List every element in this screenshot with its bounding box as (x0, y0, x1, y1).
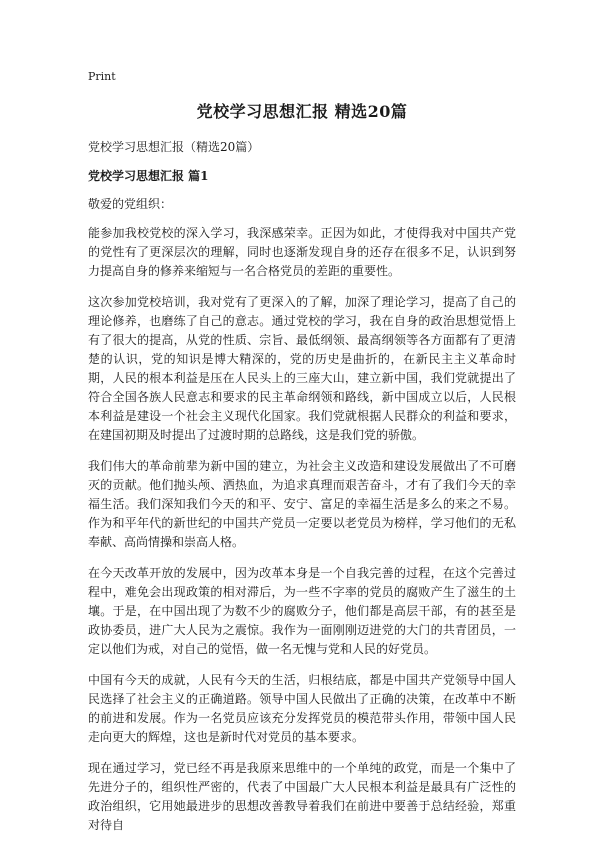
print-link[interactable]: Print (88, 70, 116, 83)
paragraph-4: 在今天改革开放的发展中，因为改革本身是一个自我完善的过程，在这个完善过程中，难免会出现政策的相对滞后，为一些不字率的党员的腐败产生了滋生的土壤。于是，在中国出现了为数不少的腐败分子，他们都是高层干部，有的甚至是政协委员，进广大人民为之震惊。我作为一面刚刚迈进党的大门的共青团员，一定以他们为戒，对自己的觉悟，做一名无愧与党和人民的好党员。 (88, 566, 516, 656)
salutation: 敬爱的党组织： (88, 197, 173, 211)
document-subtitle: 党校学习思想汇报（精选20篇） (88, 140, 260, 154)
section-title: 党校学习思想汇报 篇1 (88, 169, 209, 183)
document-title: 党校学习思想汇报 精选20篇 (196, 102, 408, 121)
paragraph-5: 中国有今天的成就，人民有今天的生活，归根结底，都是中国共产党领导中国人民选择了社会主义的正确道路。领导中国人民做出了正确的决策，在改革中不断的前进和发展。作为一名党员应该充分发挥党员的模范带头作用，带领中国人民走向更大的辉煌，这也是新时代对党员的基本要求。 (88, 673, 516, 744)
paragraph-1: 能参加我校党校的深入学习，我深感荣幸。正因为如此，才使得我对中国共产党的党性有了更深层次的理解，同时也逐渐发现自身的还存在很多不足，认识到努力提高自身的修养来缩短与一名合格党员的差距的重要性。 (88, 226, 516, 278)
paragraph-3: 我们伟大的革命前辈为新中国的建立，为社会主义改造和建设发展做出了不可磨灭的贡献。他们抛头颅、洒热血，为追求真理而艰苦奋斗，才有了我们今天的幸福生活。我们深知我们今天的和平、安宁、富足的幸福生活是多么的来之不易。作为和平年代的新世纪的中国共产党员一定要以老党员为榜样，学习他们的无私奉献、高尚情操和崇高人格。 (88, 459, 516, 549)
paragraph-6: 现在通过学习，党已经不再是我原来思维中的一个单纯的政党，而是一个集中了先进分子的，组织性严密的，代表了中国最广大人民根本利益是最具有广泛性的政治组织，它用她最进步的思想改善教导着我们在前进中要善于总结经验，郑重对待自 (88, 761, 516, 832)
paragraph-2: 这次参加党校培训，我对党有了更深入的了解，加深了理论学习，提高了自己的理论修养，也磨练了自己的意志。通过党校的学习，我在自身的政治思想觉悟上有了很大的提高，从党的性质、宗旨、最低纲领、最高纲领等各方面都有了更清楚的认识，党的知识是博大精深的，党的历史是曲折的，在新民主主义革命时期，人民的根本利益是压在人民头上的三座大山，建立新中国，我们党就提出了符合全国各族人民意志和要求的民主革命纲领和路线，新中国成立以后，人民根本利益是建设一个社会主义现代化国家。我们党就根据人民群众的利益和要求，在建国初期及时提出了过渡时期的总路线，这是我们党的骄傲。 (88, 295, 516, 442)
document-page (88, 70, 516, 847)
